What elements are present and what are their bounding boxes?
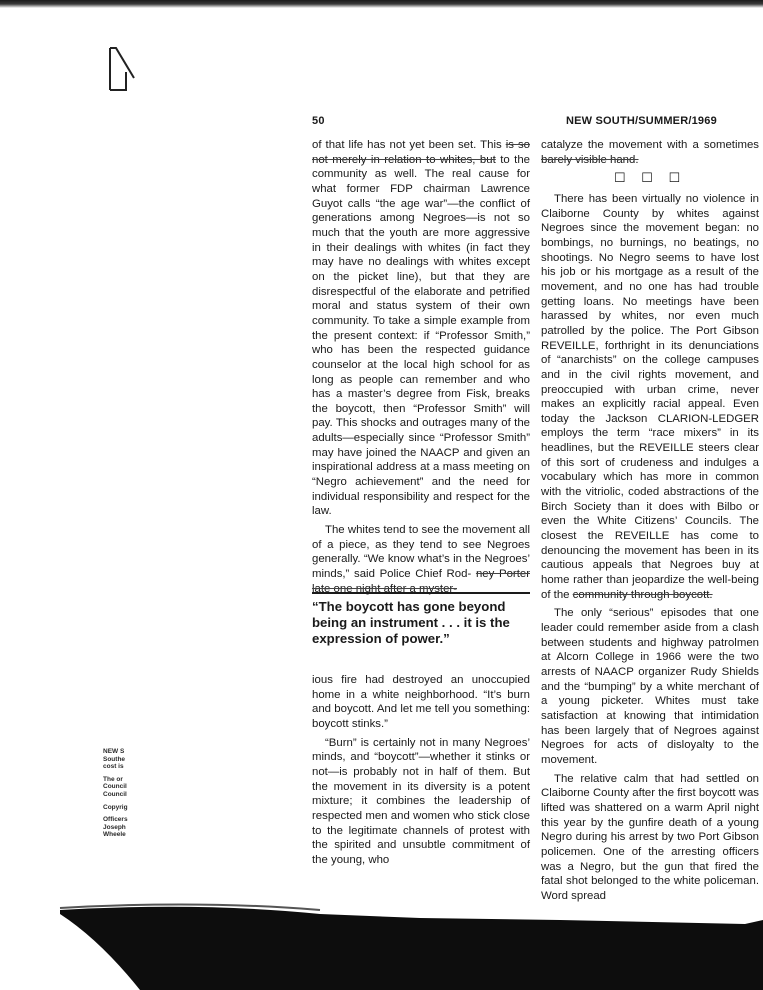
section-break: ☐ ☐ ☐ xyxy=(613,170,687,186)
masthead-line: Joseph xyxy=(103,823,126,831)
paragraph xyxy=(541,138,759,167)
paragraph: ious fire had destroyed an unoccupied home in a white neighborhood. “It’s burn and boycott. And let me tell you something: boycott stinks.” xyxy=(312,674,530,730)
paragraph xyxy=(541,192,759,602)
paragraph xyxy=(312,138,530,519)
struck-text-line: ney Porter late one night after a myster- xyxy=(312,568,530,595)
paragraph: The relative calm that had settled on Claiborne County after the first boycott was lifted was shattered on a warm April night this year by the gunfire death of a young Negro during his arrest by two Port Gibson policemen. One of the arresting officers was a Negro, but the gun that fired the fatal shot belonged to the white policeman. Word spread xyxy=(541,772,759,902)
scan-shadow xyxy=(0,880,763,990)
corner-mark-icon xyxy=(100,44,140,92)
masthead-line: The or xyxy=(103,775,123,783)
text-line: catalyze the movement with a sometimes xyxy=(541,139,759,151)
left-column-bottom xyxy=(312,673,530,872)
text-run: to the community as well. The real cause for what former FDP chairman Lawrence Guyot calls “the age war”—the conflict of generations among Negroes—is not so much that the youth are more aggressive in their dealings with whites (in fact they may have no dealings with whites except on the picket line), but that they are disrespectful of the elaborate and petrified moral and status system of their own community. To take a simple example from the present context: if “Professor Smith,” who has been the respected guidance counselor at the local high school for as long as people can remember and who has a master’s degree from Fisk, breaks the boycott, then “Professor Smith” will pay. This shocks and outrages many of the adults—especially since “Professor Smith” may have joined the NAACP and given an inspirational address at a mass meeting on “Negro achievement” and the need for individual responsibility and respect for the law. xyxy=(312,153,531,518)
masthead-line: Copyrig xyxy=(103,803,128,811)
side-margin-masthead xyxy=(103,748,143,839)
paragraph: The only “serious” episodes that one leader could remember aside from a clash between students and highway patrolmen at Alcorn College in 1966 were the two arrests of NAACP organizer Rudy Shields and the “bumping” by a white merchant of a young picketer. Whites must take satisfaction at knowing that intimidation has been largely that of Negroes against Negroes for acts of disloyalty to the movement. xyxy=(541,607,759,766)
struck-text-line: community through boycott. xyxy=(572,588,713,601)
masthead-line: Southe xyxy=(103,755,126,763)
left-column-top xyxy=(312,138,530,600)
paragraph: “Burn” is certainly not in many Negroes’ minds, and “boycott”—whether it stinks or not—is probably not in half of them. But the movement in its diversity is a potent mixture; it combines the leadership of respected men and women who stick close to the legitimate channels of protest with the spirited and unsubtle commitment of the young, who xyxy=(312,736,530,866)
pull-quote xyxy=(312,592,530,647)
text-run: There has been virtually no violence in Claiborne County by whites against Negroes since the movement began: no bombings, no burnings, no beatings, no shootings. No Negro seems to have lost his job or his mortgage as a result of the movement, and no one has had trouble getting loans. No meetings have been harassed by whites, nor even much patrolled by the police. The Port Gibson REVEILLE, forthright in its denunciations of “anarchists” on the college campuses and in the civil rights movement, and preoccupied with urban crime, never makes an explicitly racial appeal. Even today the Jackson CLARION-LEDGER employs the term “race mixers” in its headlines, but the REVEILLE steers clear of this sort of crudeness and indulges a vocabulary which has more in common with the vitriolic, coded abstractions of the Birch Society than it does with Bilbo or even the White Citizens’ Councils. The closest the REVEILLE has come to denouncing the movement has been in its cautious appeals that Negroes buy at home rather than jeopardize the well-being of the xyxy=(541,192,759,601)
masthead-line: NEW S xyxy=(103,748,125,755)
masthead-line: Council xyxy=(103,783,127,791)
text-run: The whites tend to see the movement all of a piece, as they tend to see Negroes generally. “We know what’s in the Negroes’ minds,” said Police Chief Rod- xyxy=(312,524,530,581)
page-top-edge xyxy=(0,0,763,8)
pull-quote-text: “The boycott has gone beyond being an instrument . . . it is the expression of power.” xyxy=(312,599,510,646)
struck-text-line: is so not merely in relation to whites, but xyxy=(312,139,530,166)
paragraph xyxy=(312,523,530,596)
masthead-line: Officers xyxy=(103,816,128,824)
masthead-line: cost is xyxy=(103,763,124,771)
masthead-line: Council xyxy=(103,790,127,798)
text-line: of that life has not yet been set. This xyxy=(312,139,502,151)
page-number: 50 xyxy=(312,115,325,127)
struck-text-line: barely visible hand. xyxy=(541,153,639,166)
masthead-line: Wheele xyxy=(103,831,126,839)
right-column xyxy=(541,138,759,907)
running-head: NEW SOUTH/SUMMER/1969 xyxy=(566,115,717,127)
